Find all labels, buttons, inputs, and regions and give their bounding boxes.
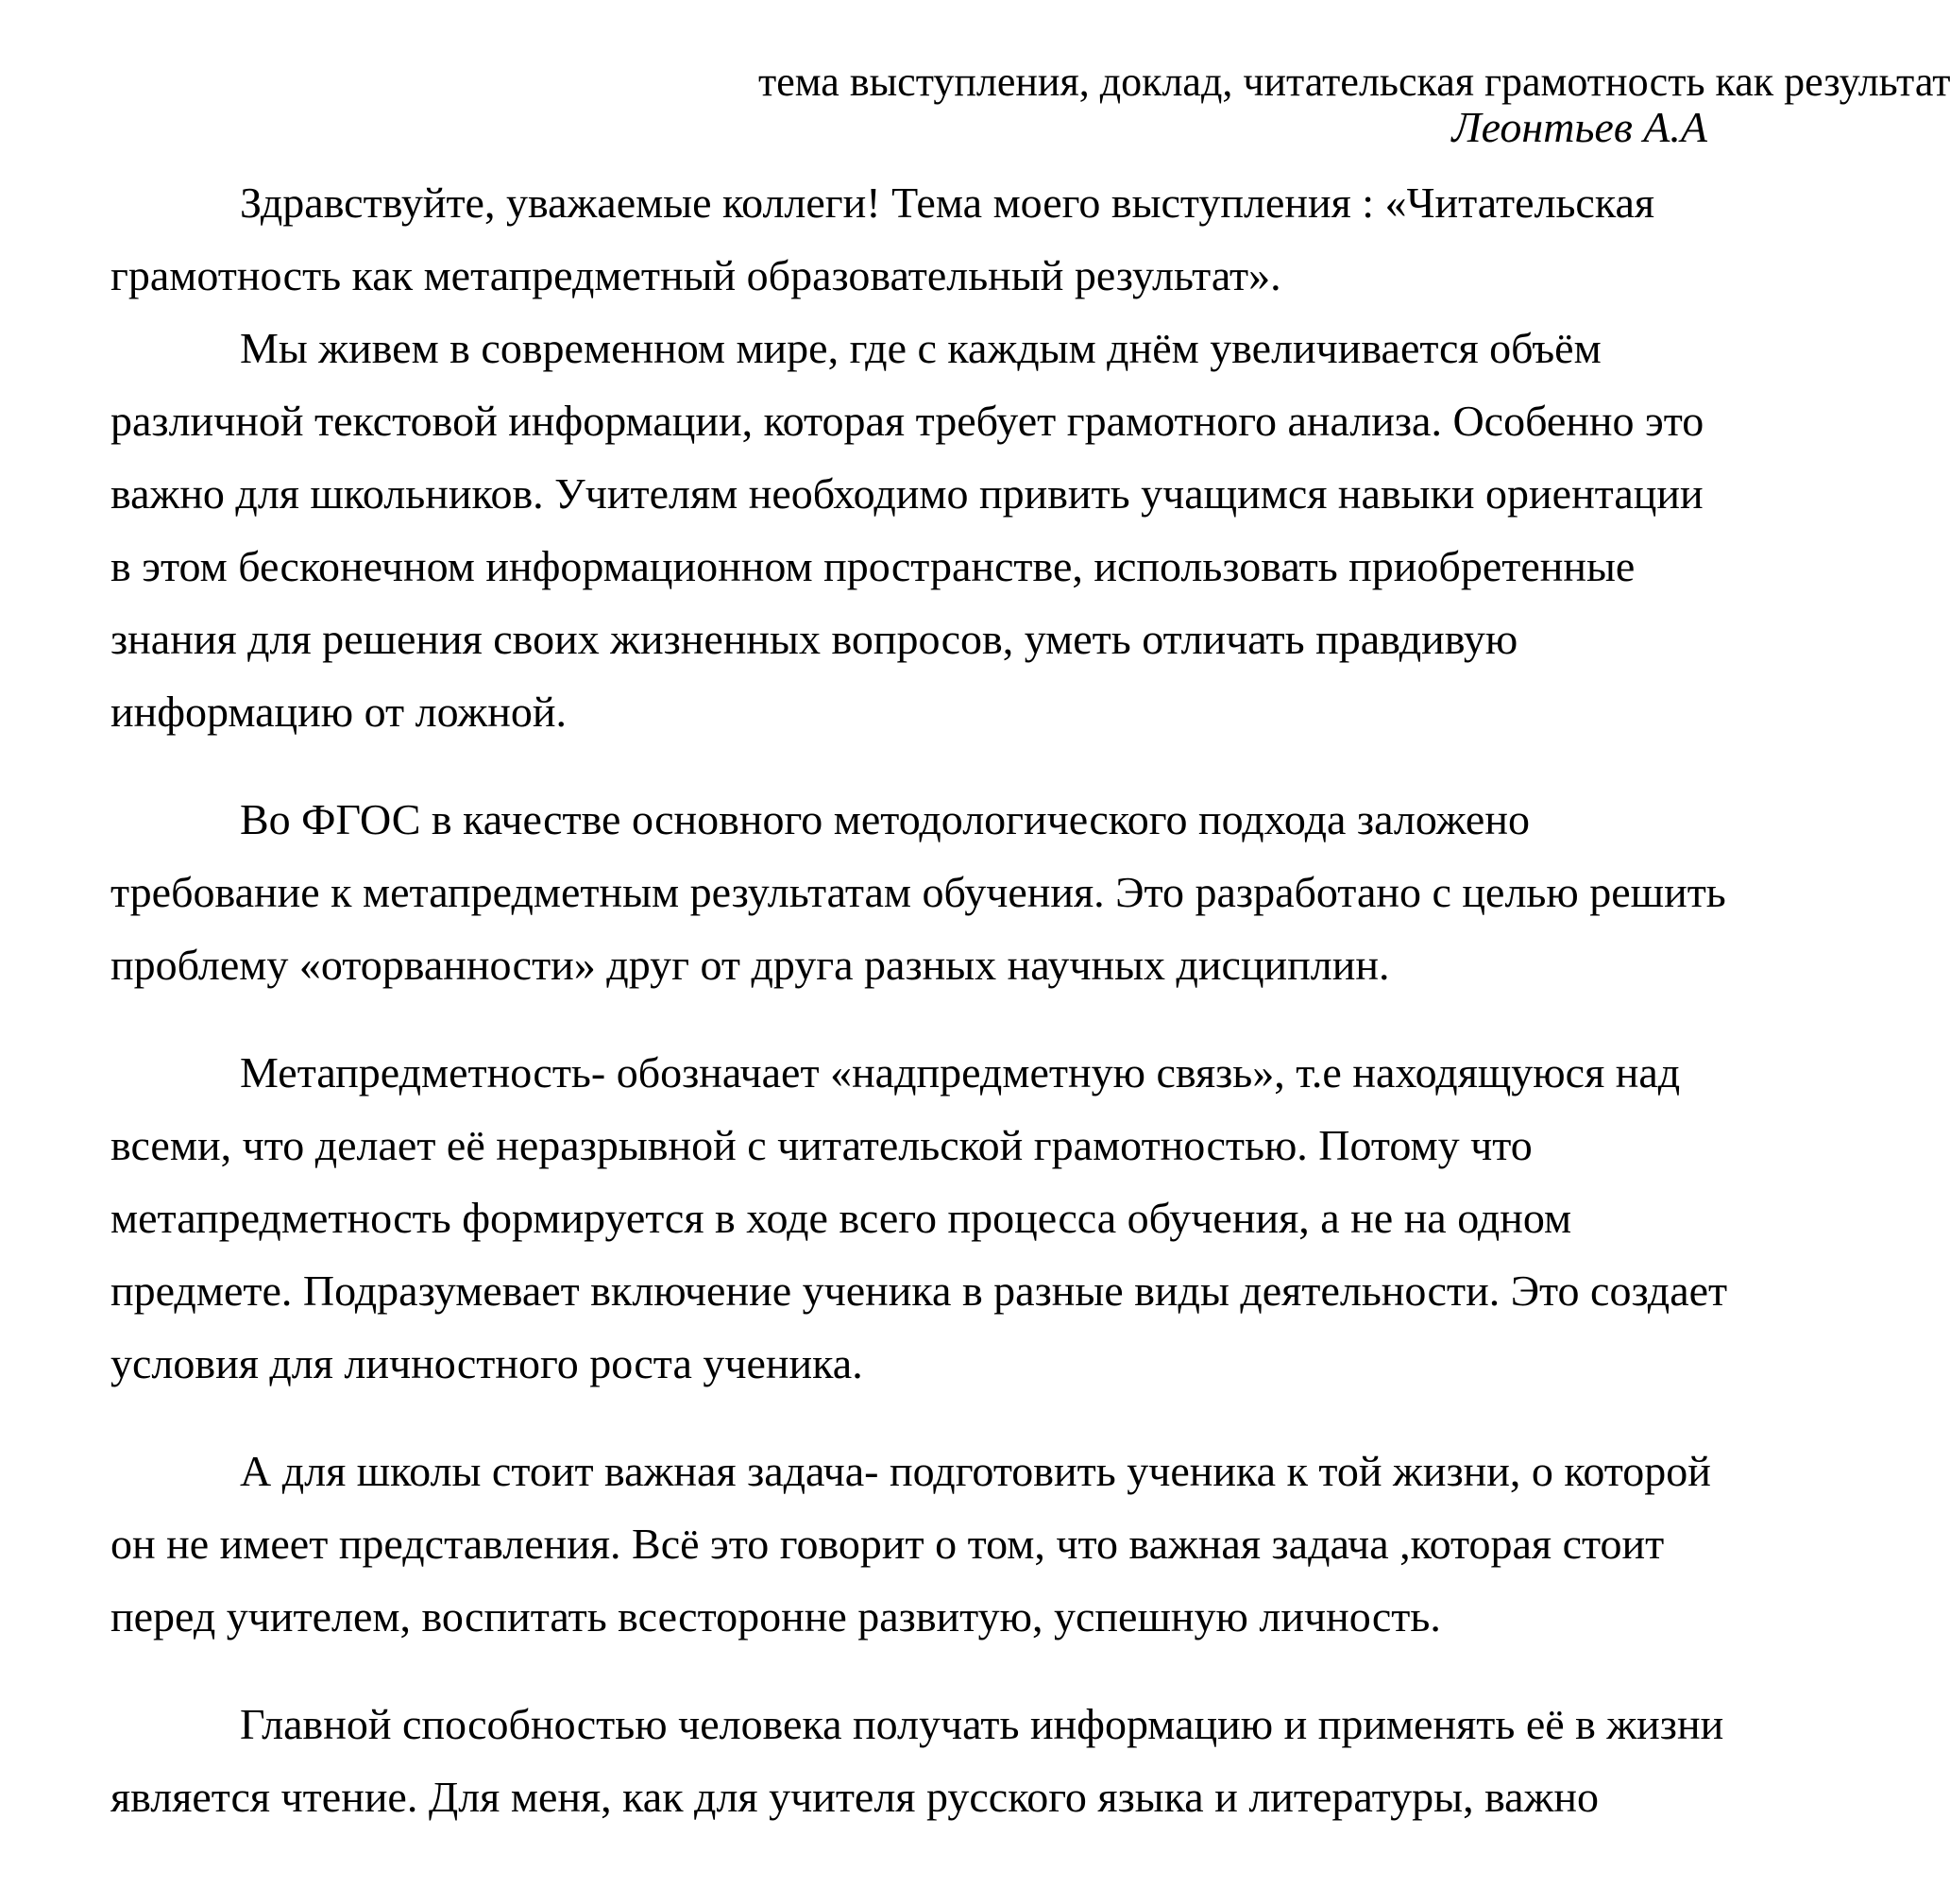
text-line: он не имеет представления. Всё это говорит о том, что важная задача ,которая стоит <box>110 1520 1665 1568</box>
text-line: условия для личностного роста ученика. <box>110 1339 863 1387</box>
clipped-top-text-line <box>758 59 1950 105</box>
document-page <box>0 59 1950 1904</box>
paragraph <box>110 1435 1756 1653</box>
text-line: А для школы стоит важная задача- подготовить ученика к той жизни, о которой <box>240 1447 1711 1495</box>
text-line: знания для решения своих жизненных вопросов, уметь отличать правдивую <box>110 615 1518 663</box>
text-line: проблему «оторванности» друг от друга разных научных дисциплин. <box>110 941 1390 989</box>
text-line: важно для школьников. Учителям необходимо привить учащимся навыки ориентации <box>110 469 1704 518</box>
text-line: всеми, что делает её неразрывной с читательской грамотностью. Потому что <box>110 1121 1533 1169</box>
text-line: перед учителем, воспитать всесторонне развитую, успешную личность. <box>110 1592 1441 1640</box>
paragraph <box>110 166 1756 312</box>
text-line: Главной способностью человека получать информацию и применять её в жизни <box>240 1700 1724 1748</box>
text-line: грамотность как метапредметный образовательный результат». <box>110 251 1281 299</box>
text-line: предмете. Подразумевает включение ученика в разные виды деятельности. Это создает <box>110 1266 1728 1315</box>
paragraph <box>110 312 1756 748</box>
text-line: Метапредметность- обозначает «надпредметную связь», т.е находящуюся над <box>240 1048 1681 1096</box>
text-line: Во ФГОС в качестве основного методологического подхода заложено <box>240 795 1530 843</box>
paragraph <box>110 1688 1756 1833</box>
text-line: Здравствуйте, уважаемые коллеги! Тема моего выступления : «Читательская <box>240 178 1655 227</box>
paragraph <box>110 783 1756 1001</box>
text-line: информацию от ложной. <box>110 688 567 736</box>
clipped-top-text: тема выступления, доклад, читательская грамотность как результат <box>758 59 1950 105</box>
paragraph <box>110 1036 1756 1400</box>
text-line: требование к метапредметным результатам обучения. Это разработано с целью решить <box>110 868 1726 916</box>
text-line: является чтение. Для меня, как для учителя русского языка и литературы, важно <box>110 1773 1599 1821</box>
text-line: в этом бесконечном информационном пространстве, использовать приобретенные <box>110 542 1636 590</box>
text-line: различной текстовой информации, которая требует грамотного анализа. Особенно это <box>110 397 1704 445</box>
document-body <box>0 166 1813 1833</box>
text-line: метапредметность формируется в ходе всего процесса обучения, а не на одном <box>110 1194 1572 1242</box>
text-line: Мы живем в современном мире, где с каждым днём увеличивается объём <box>240 324 1602 372</box>
author-line: Леонтьев А.А <box>1451 103 1707 151</box>
